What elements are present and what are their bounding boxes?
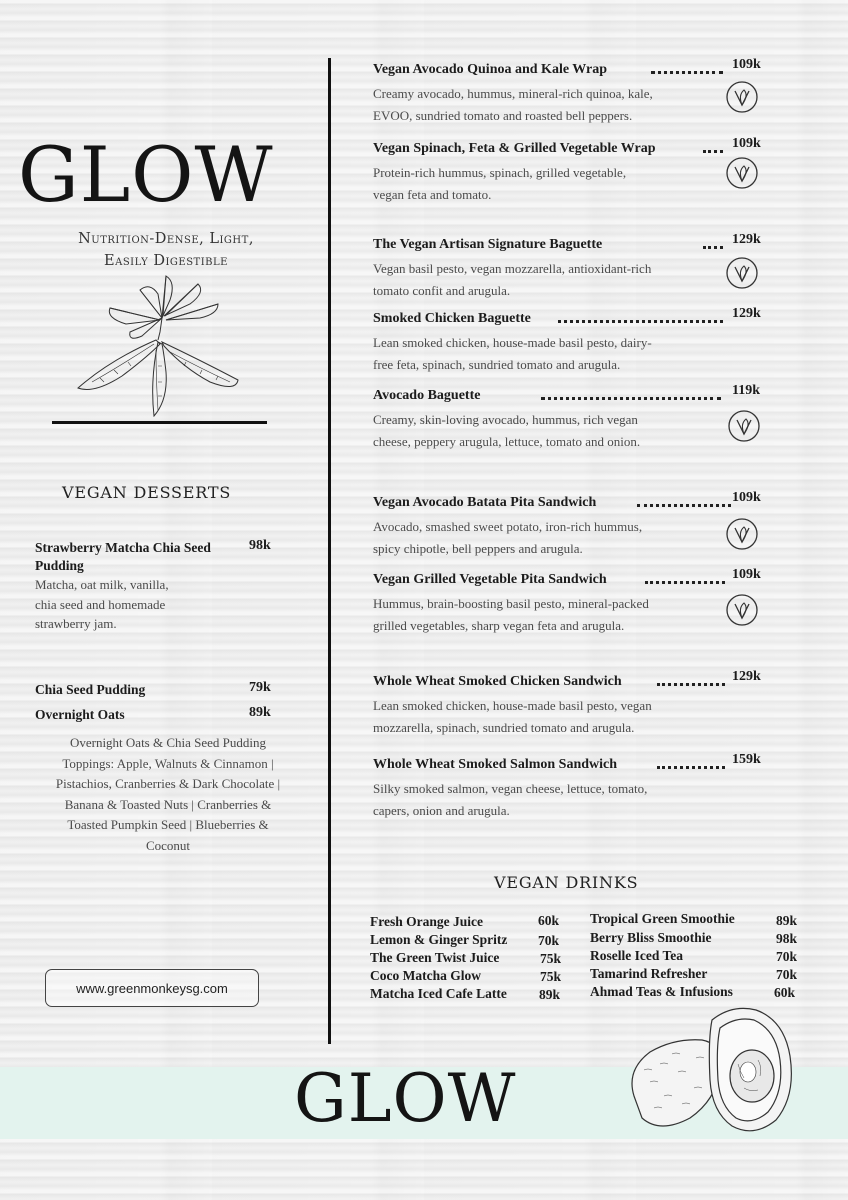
toppings-line: Overnight Oats & Chia Seed Pudding [69, 735, 267, 750]
vegan-leaf-icon [727, 409, 761, 443]
menu-item-description: free feta, spinach, sundried tomato and arugula. [373, 356, 621, 372]
menu-item [373, 669, 773, 737]
menu-item-description: Avocado, smashed sweet potato, iron-rich hummus, [373, 519, 643, 534]
drink-name: Berry Bliss Smoothie [590, 930, 712, 945]
drink-item [590, 984, 796, 1000]
menu-item-name: Whole Wheat Smoked Chicken Sandwich [373, 674, 622, 689]
dot-leader [645, 581, 725, 584]
menu-item-price: 109k [732, 567, 761, 582]
menu-item-name: Vegan Grilled Vegetable Pita Sandwich [373, 572, 607, 587]
dessert-description: chia seed and homemade [35, 596, 166, 612]
drink-item [590, 966, 798, 982]
drink-item [370, 986, 561, 1002]
menu-item [373, 136, 773, 204]
menu-item-price: 129k [732, 306, 761, 321]
drink-price: 70k [538, 933, 560, 948]
dot-leader [541, 397, 721, 400]
vegan-leaf-icon [725, 593, 759, 627]
drink-name: Fresh Orange Juice [370, 914, 483, 929]
menu-item [373, 490, 773, 558]
toppings-line: Pistachios, Cranberries & Dark Chocolate | [55, 776, 281, 791]
brand-title: GLOW [18, 130, 274, 219]
drink-name: The Green Twist Juice [370, 950, 500, 965]
menu-item-description: Vegan basil pesto, vegan mozzarella, antioxidant-rich [373, 261, 652, 276]
menu-item [373, 752, 773, 820]
toppings-line: Toppings: Apple, Walnuts & Cinnamon | [62, 755, 274, 771]
menu-item-description: spicy chipotle, bell peppers and arugula. [373, 540, 583, 556]
drink-item [590, 911, 798, 928]
dessert-price: 89k [249, 705, 271, 720]
dessert-price: 79k [249, 680, 271, 695]
menu-item [373, 306, 773, 374]
dessert-item [35, 539, 255, 634]
menu-item-description: Lean smoked chicken, house-made basil pesto, dairy- [373, 335, 652, 350]
menu-item-name: Smoked Chicken Baguette [373, 311, 531, 326]
drink-price: 70k [776, 967, 798, 982]
dot-leader [651, 71, 723, 74]
drink-price: 60k [538, 913, 560, 928]
menu-item-description: tomato confit and arugula. [373, 282, 511, 298]
dot-leader [558, 320, 723, 323]
tagline-line: Nutrition-Dense, Light, [78, 231, 254, 247]
toppings-list [33, 733, 303, 856]
center-divider [328, 58, 331, 1044]
drink-price: 60k [774, 985, 796, 1000]
toppings-line: Toasted Pumpkin Seed | Blueberries & [67, 817, 269, 832]
menu-item [373, 57, 773, 125]
toppings-line: Banana & Toasted Nuts | Cranberries & [64, 796, 272, 812]
menu-item-price: 129k [732, 669, 761, 684]
dot-leader [637, 504, 731, 507]
footer-title: GLOW [294, 1060, 517, 1137]
menu-item-name: Whole Wheat Smoked Salmon Sandwich [373, 757, 618, 772]
menu-item-description: vegan feta and tomato. [373, 186, 492, 202]
menu-item-description: capers, onion and arugula. [373, 802, 510, 818]
drink-item [590, 948, 798, 964]
dessert-name: Overnight Oats [35, 707, 125, 722]
toppings-line: Coconut [145, 837, 191, 853]
menu-item-price: 119k [732, 383, 761, 398]
drink-item [370, 932, 560, 948]
drink-price: 70k [776, 949, 798, 964]
menu-item-price: 109k [732, 490, 761, 505]
section-heading-desserts: VEGAN DESSERTS [62, 483, 232, 502]
drink-item [370, 913, 560, 930]
drink-name: Lemon & Ginger Spritz [370, 932, 508, 947]
menu-item-description: Creamy, skin-loving avocado, hummus, rich vegan [373, 412, 638, 427]
dessert-description: Matcha, oat milk, vanilla, [35, 577, 169, 592]
menu-item-name: Avocado Baguette [373, 388, 481, 403]
drink-price: 75k [540, 951, 562, 966]
dessert-price: 98k [249, 538, 271, 553]
drink-price: 89k [776, 913, 798, 928]
drink-item [370, 968, 562, 984]
menu-item-name: Vegan Avocado Batata Pita Sandwich [373, 495, 597, 510]
menu-item-name: Vegan Avocado Quinoa and Kale Wrap [373, 62, 608, 77]
drink-name: Coco Matcha Glow [370, 968, 481, 983]
drink-name: Roselle Iced Tea [590, 948, 683, 963]
dessert-name: Chia Seed Pudding [35, 682, 146, 697]
tagline [40, 228, 292, 272]
menu-item-name: The Vegan Artisan Signature Baguette [373, 237, 603, 252]
vegan-leaf-icon [725, 517, 759, 551]
menu-item [373, 383, 773, 451]
drink-price: 98k [776, 931, 798, 946]
tagline-line: Easily Digestible [104, 253, 228, 269]
cassava-illustration [70, 270, 250, 418]
drink-name: Ahmad Teas & Infusions [590, 984, 733, 999]
menu-item-description: Silky smoked salmon, vegan cheese, lettuce, tomato, [373, 781, 648, 796]
menu-item-price: 109k [732, 57, 761, 72]
menu-item [373, 567, 773, 635]
vegan-leaf-icon [725, 156, 759, 190]
website-link[interactable]: www.greenmonkeysg.com [45, 969, 259, 1007]
menu-item-price: 109k [732, 136, 761, 151]
menu-item-description: mozzarella, spinach, sundried tomato and arugula. [373, 719, 635, 735]
drink-item [590, 930, 798, 946]
drink-item [370, 950, 562, 966]
avocado-illustration [620, 1000, 800, 1140]
dot-leader [703, 246, 723, 249]
left-divider [52, 421, 267, 424]
menu-item-description: cheese, peppery arugula, lettuce, tomato and onion. [373, 433, 641, 449]
section-heading-drinks: VEGAN DRINKS [494, 873, 639, 892]
dot-leader [703, 150, 723, 153]
menu-item-description: Hummus, brain-boosting basil pesto, mineral-packed [373, 596, 649, 611]
menu-item-description: Lean smoked chicken, house-made basil pesto, vegan [373, 698, 652, 713]
menu-item-description: EVOO, sundried tomato and roasted bell peppers. [373, 107, 633, 123]
menu-item-name: Vegan Spinach, Feta & Grilled Vegetable Wrap [373, 141, 656, 156]
drink-price: 89k [539, 987, 561, 1002]
dot-leader [657, 683, 725, 686]
dot-leader [657, 766, 725, 769]
dessert-name: Strawberry Matcha Chia Seed [35, 540, 211, 555]
menu-item-price: 129k [732, 232, 761, 247]
menu-item-description: Creamy avocado, hummus, mineral-rich quinoa, kale, [373, 86, 653, 101]
menu-item-description: Protein-rich hummus, spinach, grilled vegetable, [373, 165, 627, 180]
drink-name: Tamarind Refresher [590, 966, 708, 981]
drink-name: Matcha Iced Cafe Latte [370, 986, 507, 1001]
dessert-description: strawberry jam. [35, 616, 117, 631]
dessert-name: Pudding [35, 558, 84, 573]
vegan-leaf-icon [725, 80, 759, 114]
drink-name: Tropical Green Smoothie [590, 911, 735, 926]
vegan-leaf-icon [725, 256, 759, 290]
menu-item [373, 232, 773, 300]
menu-item-price: 159k [732, 752, 761, 767]
menu-item-description: grilled vegetables, sharp vegan feta and arugula. [373, 617, 625, 633]
drink-price: 75k [540, 969, 562, 984]
